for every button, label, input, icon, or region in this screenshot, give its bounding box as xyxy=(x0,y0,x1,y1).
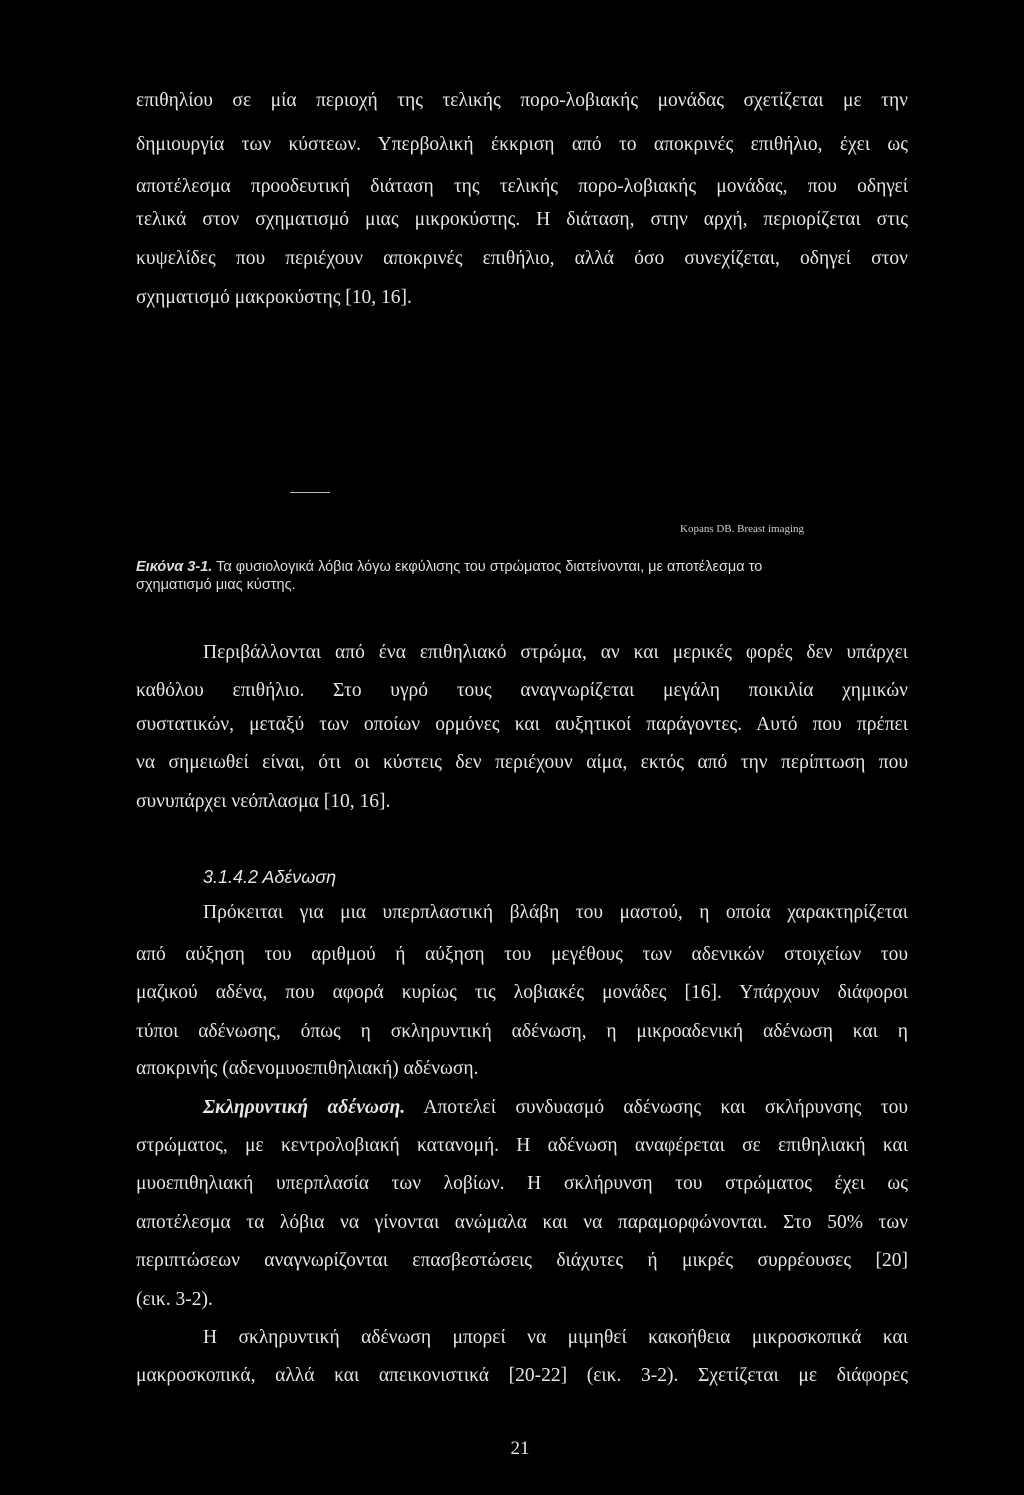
paragraph1-line: σχηματισμό μακροκύστης [10, 16]. xyxy=(136,287,412,308)
paragraph1-line: αποτέλεσμα προοδευτική διάταση της τελικής πορο-λοβιακής μονάδας, που οδηγεί xyxy=(136,176,908,197)
paragraph4-line: αποτέλεσμα τα λόβια να γίνονται ανώμαλα και να παραμορφώνονται. Στο 50% των xyxy=(136,1212,908,1233)
figure-caption-line1 xyxy=(136,558,908,576)
paragraph2-line: Περιβάλλονται από ένα επιθηλιακό στρώμα, αν και μερικές φορές δεν υπάρχει xyxy=(203,642,908,663)
paragraph3-line: τύποι αδένωσης, όπως η σκληρυντική αδένωση, η μικροαδενική αδένωση και η xyxy=(136,1021,908,1042)
page-number: 21 xyxy=(510,1438,530,1459)
figure-caption-text: Τα φυσιολογικά λόβια λόγω εκφύλισης του στρώματος διατείνονται, με αποτέλεσμα το xyxy=(216,559,763,575)
paragraph4-line: (εικ. 3-2). xyxy=(136,1289,213,1310)
paragraph5-line: Η σκληρυντική αδένωση μπορεί να μιμηθεί κακοήθεια μικροσκοπικά και xyxy=(203,1327,908,1348)
paragraph4-line1-rest: Αποτελεί συνδυασμό αδένωσης και σκλήρυνσης του xyxy=(405,1097,908,1118)
paragraph4-line: περιπτώσεων αναγνωρίζονται επασβεστώσεις διάχυτες ή μικρές συρρέουσες [20] xyxy=(136,1250,908,1271)
paragraph3-line: από αύξηση του αριθμού ή αύξηση του μεγέθους των αδενικών στοιχείων του xyxy=(136,944,908,965)
paragraph5-line: μακροσκοπικά, αλλά και απεικονιστικά [20-22] (εικ. 3-2). Σχετίζεται με διάφορες xyxy=(136,1365,908,1386)
figure-caption-label: Εικόνα 3-1. xyxy=(136,559,213,575)
paragraph3-line: Πρόκειται για μια υπερπλαστική βλάβη του μαστού, η οποία χαρακτηρίζεται xyxy=(203,902,908,923)
paragraph2-line: καθόλου επιθήλιο. Στο υγρό τους αναγνωρίζεται μεγάλη ποικιλία χημικών xyxy=(136,680,908,701)
paragraph1-line: τελικά στον σχηματισμό μιας μικροκύστης. Η διάταση, στην αρχή, περιορίζεται στις xyxy=(136,209,908,230)
figure-credit: Kopans DB. Breast imaging xyxy=(680,523,805,535)
term-sclerosing-adenosis: Σκληρυντική αδένωση. xyxy=(203,1097,406,1118)
paragraph1-line: δημιουργία των κύστεων. Υπερβολική έκκριση από το αποκρινές επιθήλιο, έχει ως xyxy=(136,134,908,155)
paragraph4-first-line xyxy=(203,1096,908,1120)
paragraph1-line: επιθηλίου σε μία περιοχή της τελικής πορο-λοβιακής μονάδας σχετίζεται με την xyxy=(136,90,908,111)
paragraph4-line: στρώματος, με κεντρολοβιακή κατανομή. Η αδένωση αναφέρεται σε επιθηλιακή και xyxy=(136,1135,908,1156)
figure-rule xyxy=(290,492,330,493)
section-heading: 3.1.4.2 Αδένωση xyxy=(203,867,337,887)
paragraph3-line: μαζικού αδένα, που αφορά κυρίως τις λοβιακές μονάδες [16]. Υπάρχουν διάφοροι xyxy=(136,982,908,1003)
paragraph2-line: να σημειωθεί είναι, ότι οι κύστεις δεν περιέχουν αίμα, εκτός από την περίπτωση που xyxy=(136,752,908,773)
figure-caption-line2: σχηματισμό μιας κύστης. xyxy=(136,577,296,593)
paragraph2-line: συνυπάρχει νεόπλασμα [10, 16]. xyxy=(136,791,391,812)
paragraph1-line: κυψελίδες που περιέχουν αποκρινές επιθήλιο, αλλά όσο συνεχίζεται, οδηγεί στον xyxy=(136,248,908,269)
paragraph4-line: μυοεπιθηλιακή υπερπλασία των λοβίων. Η σκλήρυνση του στρώματος έχει ως xyxy=(136,1173,908,1194)
paragraph2-line: συστατικών, μεταξύ των οποίων ορμόνες και αυξητικοί παράγοντες. Αυτό που πρέπει xyxy=(136,714,908,735)
paragraph3-line: αποκρινής (αδενομυοεπιθηλιακή) αδένωση. xyxy=(136,1058,479,1079)
